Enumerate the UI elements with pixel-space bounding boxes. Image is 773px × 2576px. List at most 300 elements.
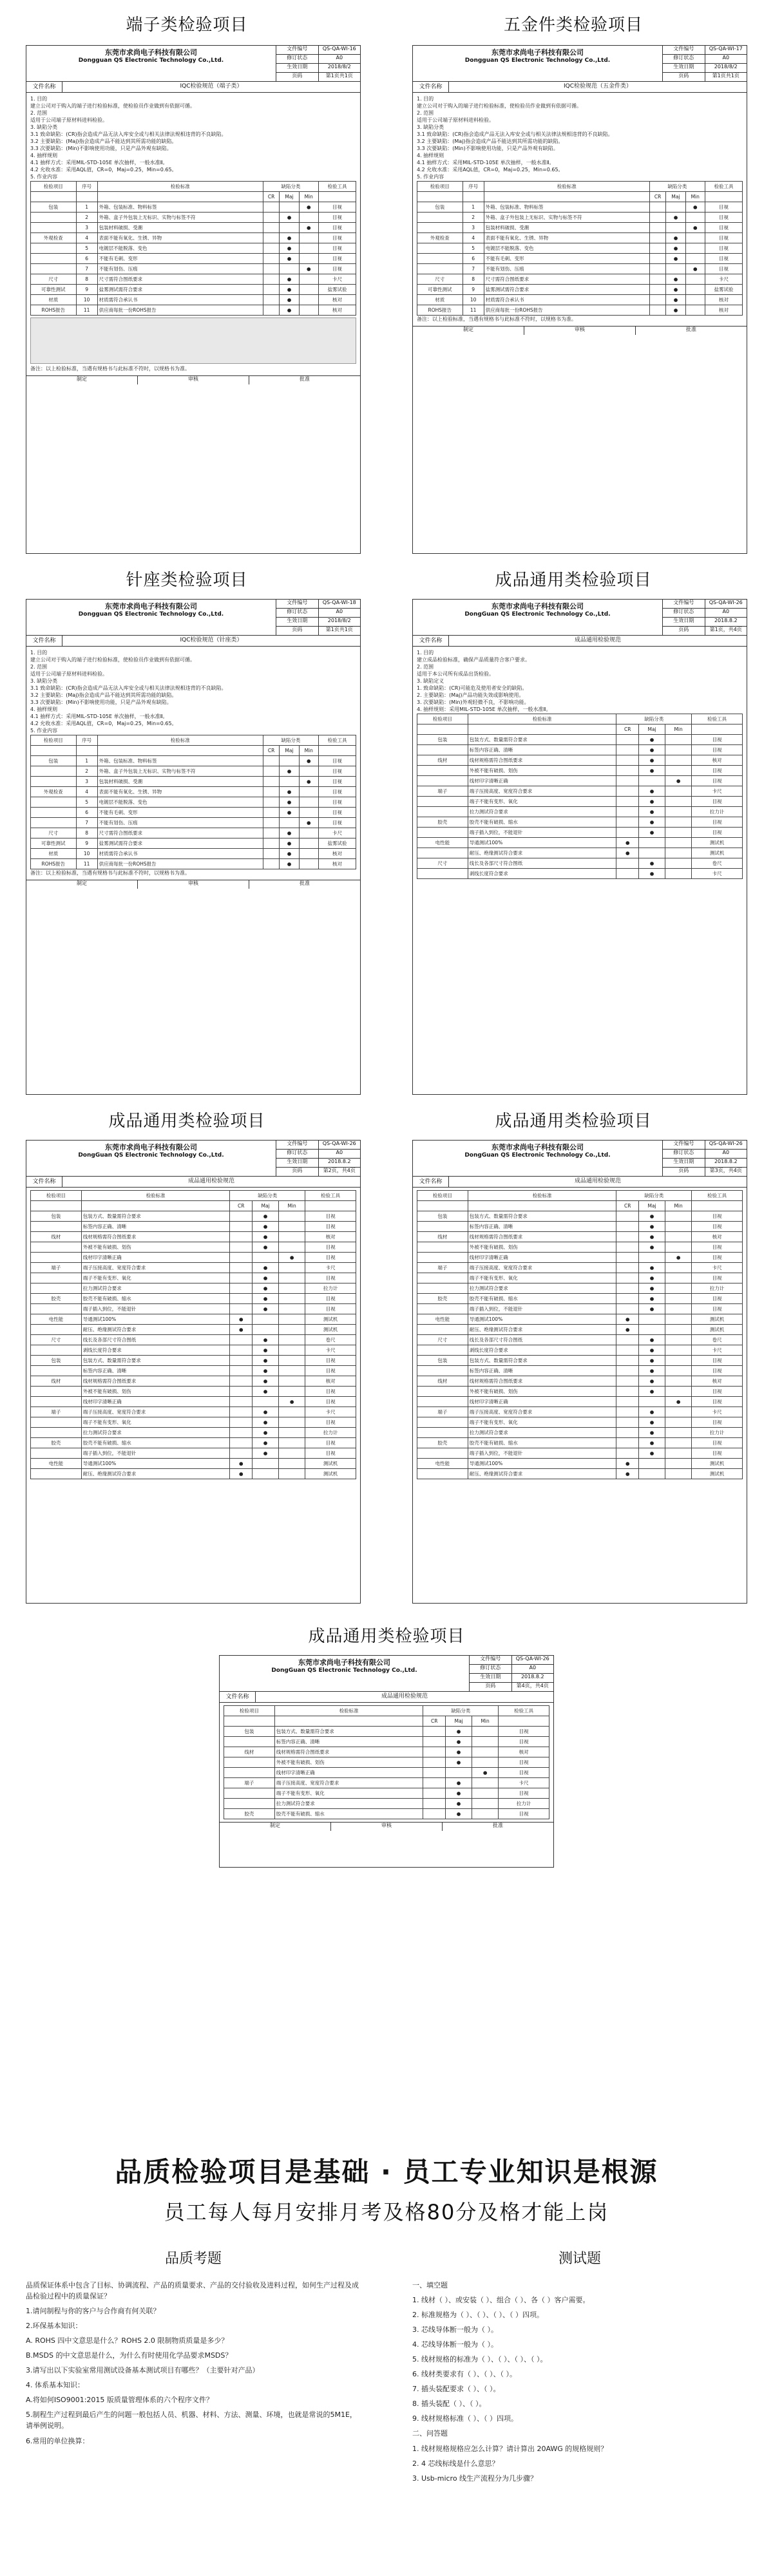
cell-cr (649, 202, 666, 213)
col-standard: 检验标准 (97, 182, 263, 192)
cell-item: 尺寸 (417, 858, 468, 869)
title-general-2: 成品通用类检验项目 (108, 1112, 265, 1131)
cell-maj: ● (253, 1263, 279, 1273)
cell-tool: 目视 (318, 202, 356, 213)
exam-question: 2. 4 芯线标线是什么意思？ (412, 2459, 499, 2468)
cell-maj: ● (639, 766, 665, 776)
table-row (417, 254, 743, 264)
table-row (31, 274, 356, 285)
cell-maj: ● (666, 295, 685, 305)
cell-no: 3 (76, 777, 97, 787)
cell-min (279, 1335, 305, 1345)
cell-maj: ● (280, 828, 299, 838)
cell-standard: 包装方式、数量需符合要求 (468, 1211, 616, 1222)
cell-min: ● (279, 1397, 305, 1407)
cell-maj: ● (639, 1376, 665, 1387)
cell-cr (649, 243, 666, 254)
cell-item: 尺寸 (31, 1335, 82, 1345)
cell-cr (616, 1448, 639, 1459)
cell-cr (616, 735, 639, 745)
cell-tool: 核对 (705, 295, 742, 305)
cell-min (472, 1809, 499, 1819)
cell-min (665, 1263, 692, 1273)
cell-min (472, 1788, 499, 1799)
cell-standard: 线材规格需符合图纸要求 (81, 1232, 230, 1242)
col-item: 检验项目 (31, 182, 77, 192)
cell-cr (616, 1428, 639, 1438)
cell-tool: 目视 (692, 1273, 743, 1283)
col-class: 缺陷分类 (230, 1191, 305, 1201)
cell-tool: 目视 (499, 1788, 549, 1799)
doc-general-2: 东莞市求尚电子科技有限公司 DongGuan QS Electronic Technology Co.,Ltd. 文件编号 QS-QA-WI-26 修订状态 A0 生效日期 2018.8.2 页码 第2页，共4页 文件名称 成品通用检验规范 检验项目 检验标准 缺陷分类 检验工具 CR Maj Min 包装 包装方式、数量需符合要求 ● 目视 标签内容正确、清晰 ● 目视 线材 线材规格需符合图纸要求 ● 核对 外被不能有破损、划伤 ● 目视 线材印字清晰正确 ● 目视 端子 端子压接高度、宽度符合要求 ● 卡尺 端子不能有变形、氧化 ● 目视 拉力测试符合要求 ● 拉力计 胶壳 胶壳不能有破损、缩水 ● 目视 端子插入到位，不能退针 ● 目视 电性能 导通测试100% ● 测试机 耐压、绝缘测试符合要求 ● 测试机 尺寸 线长及各部尺寸符合图纸 ● 卷尺 剥线长度符合要求 ● 卡尺 包装 包装方式、数量需符合要求 ● 目视 标签内容正确、清晰 ● 目视 线材 线材规格需符合图纸要求 ● 核对 外被不能有破损、划伤 ● 目视 线材印字清晰正确 ● 目视 端子 端子压接高度、宽度符合要求 ● 卡尺 端子不能有变形、氧化 ● 目视 拉力测试符合要求 ● 拉力计 胶壳 胶壳不能有破损、缩水 ● 目视 端子插入到位，不能退针 ● 目视 电性能 导通测试100% ● 测试机 耐压、绝缘测试符合要求 ● 测试机 (26, 1140, 361, 1604)
cell-standard: 外箱、盒子外包装上无标识、实物与标签不符 (97, 766, 263, 777)
cell-tool: 核对 (318, 849, 356, 859)
cell-tool: 目视 (705, 243, 742, 254)
cell-cr (230, 1397, 253, 1407)
cell-min (279, 1211, 305, 1222)
cell-standard: 线长及各部尺寸符合图纸 (81, 1335, 230, 1345)
cell-min (665, 1283, 692, 1294)
cell-tool: 测试机 (305, 1469, 356, 1479)
cell-no: 6 (76, 808, 97, 818)
cell-tool: 目视 (305, 1222, 356, 1232)
cell-item: 胶壳 (417, 1438, 468, 1448)
cell-standard: 电镀层不能脱落、变色 (484, 243, 649, 254)
cell-no: 6 (76, 254, 97, 264)
cell-min (299, 849, 318, 859)
cell-maj: ● (639, 1438, 665, 1448)
cell-tool: 卡尺 (499, 1778, 549, 1788)
cell-min: ● (299, 777, 318, 787)
cell-maj (639, 1469, 665, 1479)
cell-tool: 目视 (305, 1448, 356, 1459)
col-blank (468, 724, 616, 735)
cell-standard: 材质需符合承认书 (484, 295, 649, 305)
cell-tool: 拉力计 (692, 807, 743, 817)
cell-maj: ● (253, 1232, 279, 1242)
cell-min (279, 1459, 305, 1469)
cell-maj (253, 1253, 279, 1263)
cell-standard: 外被不能有破损、划伤 (274, 1757, 423, 1768)
cell-item: 端子 (417, 1263, 468, 1273)
cell-maj: ● (253, 1304, 279, 1314)
col-maj: Maj (280, 192, 299, 202)
cell-item (31, 264, 77, 274)
cell-no: 5 (463, 243, 484, 254)
cell-cr (423, 1778, 446, 1788)
col-maj: Maj (639, 1201, 665, 1211)
cell-item: 端子 (31, 1263, 82, 1273)
cell-cr (616, 807, 639, 817)
cell-tool: 测试机 (692, 1459, 743, 1469)
cell-no: 10 (76, 295, 97, 305)
cell-item (417, 1283, 468, 1294)
cell-no: 4 (76, 233, 97, 243)
cell-tool: 测试机 (692, 1469, 743, 1479)
cell-cr (230, 1242, 253, 1253)
cell-maj (253, 1314, 279, 1325)
table-row (417, 1459, 743, 1469)
col-class: 缺陷分类 (616, 714, 692, 724)
table-row (31, 1459, 356, 1469)
inspection-table (30, 1190, 356, 1479)
cell-maj: ● (639, 735, 665, 745)
cell-tool: 目视 (318, 756, 356, 766)
cell-standard: 拉力测试符合要求 (468, 1428, 616, 1438)
cell-maj: ● (639, 1283, 665, 1294)
cell-cr (616, 1345, 639, 1356)
cell-standard: 胶壳不能有破损、缩水 (81, 1294, 230, 1304)
table-row (417, 858, 743, 869)
col-blank (484, 192, 649, 202)
cell-standard: 盐雾测试需符合要求 (97, 838, 263, 849)
cell-tool: 卡尺 (305, 1407, 356, 1417)
table-row (224, 1809, 549, 1819)
cell-cr (616, 1222, 639, 1232)
cell-item (417, 243, 463, 254)
table-row (417, 745, 743, 755)
cell-standard: 拉力测试符合要求 (81, 1283, 230, 1294)
table-row (31, 1356, 356, 1366)
cell-item (417, 264, 463, 274)
table-row (31, 808, 356, 818)
cell-tool: 核对 (318, 859, 356, 869)
cell-item (224, 1788, 275, 1799)
cell-cr (263, 254, 280, 264)
cell-cr (423, 1788, 446, 1799)
table-row (417, 1263, 743, 1273)
doc-general-4: 东莞市求尚电子科技有限公司 DongGuan QS Electronic Technology Co.,Ltd. 文件编号 QS-QA-WI-26 修订状态 A0 生效日期 2018.8.2 页码 第4页，共4页 文件名称 成品通用检验规范 检验项目 检验标准 缺陷分类 检验工具 CR Maj Min 包装 包装方式、数量需符合要求 ● 目视 标签内容正确、清晰 ● 目视 线材 线材规格需符合图纸要求 ● 核对 外被不能有破损、划伤 ● 目视 线材印字清晰正确 ● 目视 端子 端子压接高度、宽度符合要求 ● 卡尺 端子不能有变形、氧化 ● 目视 拉力测试符合要求 ● 拉力计 胶壳 胶壳不能有破损、缩水 ● 目视 制定 审核 批准 (219, 1655, 554, 1868)
cell-min (472, 1757, 499, 1768)
cell-min (299, 305, 318, 316)
cell-no: 2 (463, 213, 484, 223)
col-cr: CR (230, 1201, 253, 1211)
cell-item: 胶壳 (31, 1438, 82, 1448)
cell-maj: ● (253, 1407, 279, 1417)
cell-item: 包装 (417, 1356, 468, 1366)
cell-maj: ● (253, 1242, 279, 1253)
cell-cr (230, 1273, 253, 1283)
exam-question: 4. 芯线导体断一般为（ ）。 (412, 2340, 498, 2349)
cell-cr (616, 797, 639, 807)
cell-cr: ● (230, 1469, 253, 1479)
cell-maj (280, 223, 299, 233)
cell-maj: ● (253, 1448, 279, 1459)
cell-min (279, 1469, 305, 1479)
col-blank (705, 192, 742, 202)
cell-standard: 端子不能有变形、氧化 (468, 1417, 616, 1428)
cell-standard: 标签内容正确、清晰 (81, 1222, 230, 1232)
cell-cr (616, 1376, 639, 1387)
table-row (31, 1448, 356, 1459)
doc-name: IQC检验规范（端子类） (180, 83, 243, 90)
cell-tool: 目视 (692, 745, 743, 755)
exam-question: 二、问答题 (412, 2429, 448, 2438)
cell-standard: 外箱、包装标准、物料标签 (97, 756, 263, 766)
cell-maj (666, 264, 685, 274)
cell-maj (446, 1768, 472, 1778)
cell-min (279, 1356, 305, 1366)
cell-no: 11 (76, 859, 97, 869)
cell-maj: ● (639, 1222, 665, 1232)
cell-standard: 包装材料破损、受潮 (484, 223, 649, 233)
title-general-1: 成品通用类检验项目 (495, 571, 652, 590)
cell-maj: ● (639, 869, 665, 879)
col-min: Min (299, 746, 318, 756)
table-row (417, 1325, 743, 1335)
table-row (417, 807, 743, 817)
col-maj: Maj (639, 724, 665, 735)
cell-maj: ● (639, 1273, 665, 1283)
cell-min (279, 1283, 305, 1294)
cell-standard: 胶壳不能有破损、缩水 (468, 1294, 616, 1304)
cell-cr (230, 1417, 253, 1428)
cell-no: 9 (76, 285, 97, 295)
cell-no: 6 (463, 254, 484, 264)
col-blank (31, 192, 77, 202)
cell-cr (616, 1253, 639, 1263)
table-row (417, 1232, 743, 1242)
col-min: Min (299, 192, 318, 202)
cell-item: ROHS报告 (31, 305, 77, 316)
cell-min (279, 1345, 305, 1356)
cell-cr (263, 264, 280, 274)
cell-cr (649, 264, 666, 274)
cell-min (279, 1294, 305, 1304)
cell-item (31, 1397, 82, 1407)
cell-tool: 盐雾试验 (318, 838, 356, 849)
cell-maj: ● (666, 213, 685, 223)
cell-maj (253, 1469, 279, 1479)
cell-tool: 目视 (705, 213, 742, 223)
cell-min (279, 1232, 305, 1242)
cell-item (417, 848, 468, 858)
cell-tool: 目视 (318, 818, 356, 828)
cell-tool: 卷尺 (305, 1335, 356, 1345)
cell-standard: 外箱、盒子外包装上无标识、实物与标签不符 (97, 213, 263, 223)
cell-standard: 胶壳不能有破损、缩水 (274, 1809, 423, 1819)
cell-tool: 目视 (318, 213, 356, 223)
table-row (31, 787, 356, 797)
cell-item (417, 1387, 468, 1397)
table-row (31, 849, 356, 859)
cell-maj: ● (280, 233, 299, 243)
table-row (31, 1345, 356, 1356)
cell-maj (280, 756, 299, 766)
table-row (417, 1428, 743, 1438)
col-blank (31, 746, 77, 756)
table-row (417, 274, 743, 285)
col-cr: CR (423, 1716, 446, 1727)
cell-cr (423, 1768, 446, 1778)
table-row (31, 1469, 356, 1479)
cell-standard: 不能有划伤、压痕 (97, 818, 263, 828)
cell-standard: 耐压、绝缘测试符合要求 (81, 1469, 230, 1479)
cell-item: 包装 (417, 1211, 468, 1222)
cell-min: ● (685, 202, 705, 213)
cell-tool: 卡尺 (318, 274, 356, 285)
col-blank (76, 192, 97, 202)
cell-item: 胶壳 (417, 1294, 468, 1304)
col-tool: 检验工具 (318, 735, 356, 746)
exam-question: A. ROHS 四中文意思是什么？ROHS 2.0 限制物质质量是多少？ (26, 2336, 229, 2345)
cell-item: 包装 (31, 202, 77, 213)
cell-no: 7 (76, 818, 97, 828)
cell-tool: 拉力计 (692, 1428, 743, 1438)
cell-maj: ● (639, 1211, 665, 1222)
cell-item: 包装 (224, 1727, 275, 1737)
cell-tool: 卡尺 (305, 1345, 356, 1356)
cell-cr (230, 1263, 253, 1273)
cell-standard: 表面不能有氧化、生锈、异物 (97, 787, 263, 797)
cell-min: ● (685, 264, 705, 274)
table-row (417, 1242, 743, 1253)
cell-maj (639, 838, 665, 848)
cell-min (279, 1438, 305, 1448)
cell-no: 7 (76, 264, 97, 274)
cell-min (472, 1778, 499, 1788)
cell-cr (649, 274, 666, 285)
cell-min (665, 1345, 692, 1356)
cell-standard: 导通测试100% (468, 1459, 616, 1469)
cell-standard: 尺寸需符合图纸要求 (484, 274, 649, 285)
cell-item: 线材 (31, 1376, 82, 1387)
cell-tool: 目视 (305, 1397, 356, 1407)
cell-tool: 目视 (305, 1438, 356, 1448)
cell-item: 可靠性测试 (31, 285, 77, 295)
cell-maj: ● (280, 285, 299, 295)
cell-standard: 标签内容正确、清晰 (81, 1366, 230, 1376)
table-row (31, 777, 356, 787)
cell-maj: ● (639, 1387, 665, 1397)
cell-min (665, 838, 692, 848)
cell-maj: ● (639, 797, 665, 807)
cell-no: 9 (76, 838, 97, 849)
cell-cr (423, 1737, 446, 1747)
exam-question: 6.常用的单位换算： (26, 2436, 90, 2445)
cell-maj (280, 777, 299, 787)
cell-item (31, 1304, 82, 1314)
cell-cr (230, 1294, 253, 1304)
table-row (417, 1469, 743, 1479)
cell-tool: 测试机 (305, 1459, 356, 1469)
cell-no: 3 (463, 223, 484, 233)
cell-cr (230, 1356, 253, 1366)
cell-item (31, 777, 77, 787)
cell-standard: 外箱、盒子外包装上无标识、实物与标签不符 (484, 213, 649, 223)
cell-no: 7 (463, 264, 484, 274)
cell-cr (649, 285, 666, 295)
cell-standard: 胶壳不能有破损、缩水 (81, 1438, 230, 1448)
cell-maj: ● (446, 1727, 472, 1737)
cell-maj (666, 202, 685, 213)
cell-standard: 线材印字清晰正确 (81, 1397, 230, 1407)
cell-cr (616, 745, 639, 755)
exam-left (26, 2280, 361, 2450)
cell-maj: ● (280, 849, 299, 859)
exam-question: 3. Usb-micro 线生产流程分为几步骤？ (412, 2474, 538, 2483)
cell-cr (230, 1387, 253, 1397)
exam-question: 1. 线材规格规格应怎么计算？请计算出 20AWG 的规格规则？ (412, 2444, 608, 2453)
cell-item (31, 1283, 82, 1294)
cell-standard: 材质需符合承认书 (97, 849, 263, 859)
cell-item: 材质 (31, 849, 77, 859)
cell-standard: 盐雾测试需符合要求 (484, 285, 649, 295)
cell-min (665, 1407, 692, 1417)
cell-tool: 目视 (305, 1273, 356, 1283)
cell-min (665, 1242, 692, 1253)
cell-cr (616, 786, 639, 797)
col-item: 检验项目 (417, 714, 468, 724)
cell-tool: 目视 (305, 1366, 356, 1376)
cell-no: 3 (76, 223, 97, 233)
cell-min (685, 254, 705, 264)
cell-tool: 目视 (318, 797, 356, 808)
cell-item (31, 243, 77, 254)
table-row (31, 1232, 356, 1242)
cell-tool: 目视 (692, 766, 743, 776)
cell-tool: 卡尺 (692, 869, 743, 879)
cell-maj: ● (639, 1263, 665, 1273)
cell-maj (639, 1325, 665, 1335)
cell-tool: 目视 (305, 1242, 356, 1253)
cell-item (224, 1757, 275, 1768)
cell-tool: 目视 (318, 264, 356, 274)
exam-question: 1. 线材（ ）、或安装（ ）、组合（ ）、各（ ）客户需要。 (412, 2296, 590, 2305)
cell-item: ROHS报告 (417, 305, 463, 316)
table-row (31, 285, 356, 295)
cell-standard: 标签内容正确、清晰 (274, 1737, 423, 1747)
cell-tool: 目视 (692, 1211, 743, 1222)
cell-tool: 目视 (692, 1253, 743, 1263)
col-blank (468, 1201, 616, 1211)
cell-min (299, 808, 318, 818)
sample-photo (30, 317, 356, 364)
col-blank (305, 1201, 356, 1211)
cell-min (685, 274, 705, 285)
cell-item (417, 1448, 468, 1459)
cell-cr (263, 818, 280, 828)
table-row (31, 1335, 356, 1345)
table-row (31, 1325, 356, 1335)
cell-cr (263, 787, 280, 797)
col-maj: Maj (280, 746, 299, 756)
cell-item (31, 213, 77, 223)
cell-standard: 线材规格需符合图纸要求 (468, 1376, 616, 1387)
cell-no: 5 (76, 243, 97, 254)
cell-cr (649, 213, 666, 223)
cell-item (417, 1366, 468, 1376)
col-cr: CR (263, 746, 280, 756)
cell-cr (616, 858, 639, 869)
cell-min (665, 1448, 692, 1459)
exam-question: 7. 插头装配要求（ ）、（ ）。 (412, 2385, 501, 2394)
table-row (417, 1345, 743, 1356)
cell-item (417, 213, 463, 223)
table-row (417, 869, 743, 879)
cell-tool: 核对 (692, 1232, 743, 1242)
cell-cr (263, 849, 280, 859)
cell-standard: 端子不能有变形、氧化 (81, 1273, 230, 1283)
cell-cr (230, 1211, 253, 1222)
cell-item (417, 797, 468, 807)
cell-item (31, 254, 77, 264)
cell-tool: 目视 (692, 1304, 743, 1314)
cell-tool: 目视 (692, 735, 743, 745)
inspection-table (30, 735, 356, 869)
cell-standard: 供应商每批一份ROHS报告 (97, 305, 263, 316)
cell-item: 胶壳 (417, 817, 468, 828)
